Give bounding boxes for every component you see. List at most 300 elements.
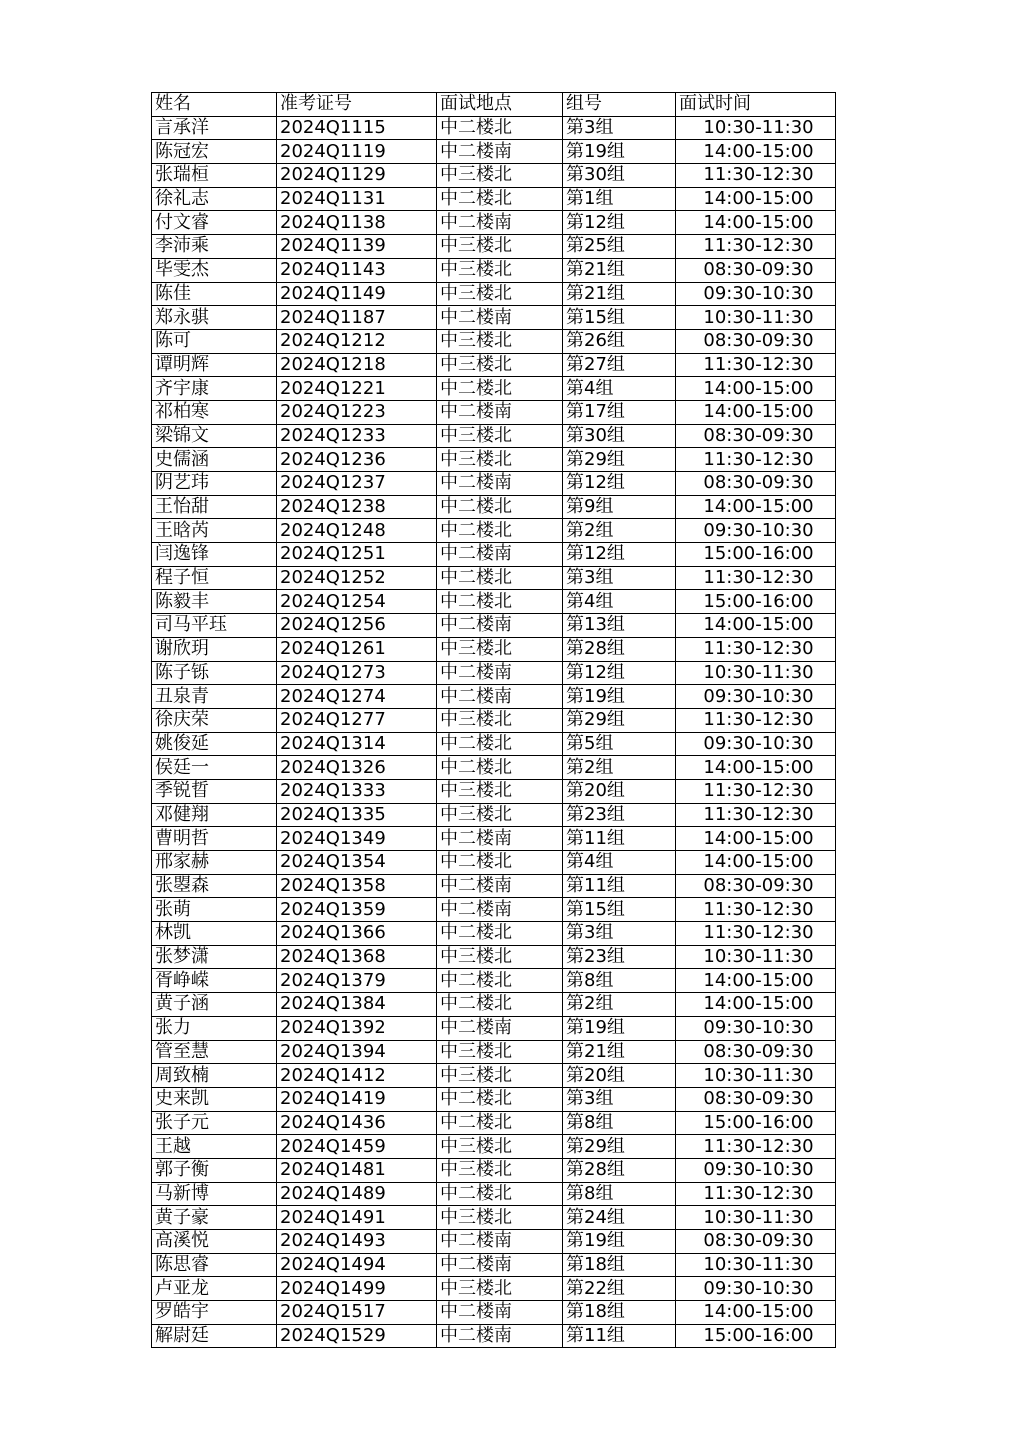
cell-name: 李沛乘 bbox=[152, 235, 277, 259]
cell-group: 第12组 bbox=[563, 661, 676, 685]
table-row bbox=[152, 779, 836, 803]
cell-group: 第4组 bbox=[563, 590, 676, 614]
table-row bbox=[152, 945, 836, 969]
cell-name: 黄子涵 bbox=[152, 993, 277, 1017]
cell-exam-id: 2024Q1261 bbox=[277, 637, 437, 661]
cell-exam-id: 2024Q1274 bbox=[277, 685, 437, 709]
cell-exam-id: 2024Q1529 bbox=[277, 1324, 437, 1348]
cell-exam-id: 2024Q1368 bbox=[277, 945, 437, 969]
cell-location: 中二楼南 bbox=[437, 614, 563, 638]
cell-location: 中三楼北 bbox=[437, 1040, 563, 1064]
cell-location: 中二楼南 bbox=[437, 306, 563, 330]
cell-time: 09:30-10:30 bbox=[676, 685, 836, 709]
cell-name: 徐庆荣 bbox=[152, 708, 277, 732]
cell-group: 第18组 bbox=[563, 1301, 676, 1325]
cell-location: 中三楼北 bbox=[437, 164, 563, 188]
cell-group: 第11组 bbox=[563, 827, 676, 851]
cell-location: 中二楼北 bbox=[437, 1182, 563, 1206]
table-row bbox=[152, 424, 836, 448]
cell-name: 司马平珏 bbox=[152, 614, 277, 638]
table-row bbox=[152, 851, 836, 875]
table-row bbox=[152, 519, 836, 543]
cell-exam-id: 2024Q1223 bbox=[277, 400, 437, 424]
table-row bbox=[152, 1230, 836, 1254]
cell-name: 史儒涵 bbox=[152, 448, 277, 472]
cell-group: 第27组 bbox=[563, 353, 676, 377]
cell-group: 第24组 bbox=[563, 1206, 676, 1230]
cell-time: 10:30-11:30 bbox=[676, 1206, 836, 1230]
table-row bbox=[152, 211, 836, 235]
cell-group: 第2组 bbox=[563, 519, 676, 543]
table-row bbox=[152, 187, 836, 211]
cell-location: 中二楼北 bbox=[437, 590, 563, 614]
cell-group: 第9组 bbox=[563, 495, 676, 519]
table-row bbox=[152, 898, 836, 922]
header-location: 面试地点 bbox=[437, 93, 563, 117]
cell-group: 第19组 bbox=[563, 140, 676, 164]
table-header-row bbox=[152, 93, 836, 117]
cell-time: 08:30-09:30 bbox=[676, 258, 836, 282]
cell-time: 08:30-09:30 bbox=[676, 1230, 836, 1254]
cell-name: 张萌 bbox=[152, 898, 277, 922]
cell-name: 张力 bbox=[152, 1016, 277, 1040]
cell-exam-id: 2024Q1238 bbox=[277, 495, 437, 519]
cell-time: 14:00-15:00 bbox=[676, 187, 836, 211]
cell-name: 高溪悦 bbox=[152, 1230, 277, 1254]
cell-time: 08:30-09:30 bbox=[676, 874, 836, 898]
cell-exam-id: 2024Q1379 bbox=[277, 969, 437, 993]
cell-name: 毕雯杰 bbox=[152, 258, 277, 282]
cell-exam-id: 2024Q1139 bbox=[277, 235, 437, 259]
cell-location: 中二楼北 bbox=[437, 1087, 563, 1111]
cell-exam-id: 2024Q1335 bbox=[277, 803, 437, 827]
cell-time: 08:30-09:30 bbox=[676, 424, 836, 448]
cell-location: 中二楼南 bbox=[437, 1016, 563, 1040]
table-row bbox=[152, 329, 836, 353]
cell-group: 第23组 bbox=[563, 945, 676, 969]
table-row bbox=[152, 306, 836, 330]
cell-exam-id: 2024Q1366 bbox=[277, 922, 437, 946]
cell-time: 14:00-15:00 bbox=[676, 969, 836, 993]
table-row bbox=[152, 495, 836, 519]
cell-time: 11:30-12:30 bbox=[676, 566, 836, 590]
cell-group: 第3组 bbox=[563, 922, 676, 946]
cell-exam-id: 2024Q1419 bbox=[277, 1087, 437, 1111]
cell-location: 中三楼北 bbox=[437, 1277, 563, 1301]
cell-exam-id: 2024Q1143 bbox=[277, 258, 437, 282]
header-time: 面试时间 bbox=[676, 93, 836, 117]
cell-exam-id: 2024Q1187 bbox=[277, 306, 437, 330]
cell-location: 中三楼北 bbox=[437, 424, 563, 448]
cell-group: 第28组 bbox=[563, 637, 676, 661]
cell-time: 10:30-11:30 bbox=[676, 306, 836, 330]
cell-exam-id: 2024Q1138 bbox=[277, 211, 437, 235]
cell-name: 王晗芮 bbox=[152, 519, 277, 543]
cell-exam-id: 2024Q1489 bbox=[277, 1182, 437, 1206]
table-row bbox=[152, 1087, 836, 1111]
cell-name: 程子恒 bbox=[152, 566, 277, 590]
cell-name: 解尉廷 bbox=[152, 1324, 277, 1348]
cell-name: 黄子豪 bbox=[152, 1206, 277, 1230]
table-row bbox=[152, 1182, 836, 1206]
table-row bbox=[152, 922, 836, 946]
cell-name: 付文睿 bbox=[152, 211, 277, 235]
cell-name: 陈佳 bbox=[152, 282, 277, 306]
cell-location: 中三楼北 bbox=[437, 353, 563, 377]
table-row bbox=[152, 448, 836, 472]
cell-location: 中三楼北 bbox=[437, 282, 563, 306]
header-name: 姓名 bbox=[152, 93, 277, 117]
cell-group: 第22组 bbox=[563, 1277, 676, 1301]
table-row bbox=[152, 1135, 836, 1159]
table-row bbox=[152, 661, 836, 685]
cell-location: 中二楼南 bbox=[437, 874, 563, 898]
cell-exam-id: 2024Q1221 bbox=[277, 377, 437, 401]
cell-time: 10:30-11:30 bbox=[676, 661, 836, 685]
cell-location: 中二楼北 bbox=[437, 377, 563, 401]
cell-time: 11:30-12:30 bbox=[676, 898, 836, 922]
cell-group: 第11组 bbox=[563, 1324, 676, 1348]
cell-time: 14:00-15:00 bbox=[676, 851, 836, 875]
table-row bbox=[152, 116, 836, 140]
cell-group: 第19组 bbox=[563, 1230, 676, 1254]
cell-name: 丑泉青 bbox=[152, 685, 277, 709]
cell-group: 第2组 bbox=[563, 993, 676, 1017]
cell-time: 14:00-15:00 bbox=[676, 993, 836, 1017]
cell-time: 09:30-10:30 bbox=[676, 1277, 836, 1301]
table-row bbox=[152, 1253, 836, 1277]
cell-name: 谢欣玥 bbox=[152, 637, 277, 661]
cell-group: 第1组 bbox=[563, 187, 676, 211]
cell-name: 邓健翔 bbox=[152, 803, 277, 827]
table-row bbox=[152, 258, 836, 282]
cell-exam-id: 2024Q1254 bbox=[277, 590, 437, 614]
table-row bbox=[152, 140, 836, 164]
cell-exam-id: 2024Q1494 bbox=[277, 1253, 437, 1277]
cell-name: 王怡甜 bbox=[152, 495, 277, 519]
cell-name: 陈思睿 bbox=[152, 1253, 277, 1277]
cell-exam-id: 2024Q1314 bbox=[277, 732, 437, 756]
table-row bbox=[152, 472, 836, 496]
cell-location: 中二楼北 bbox=[437, 566, 563, 590]
cell-time: 14:00-15:00 bbox=[676, 495, 836, 519]
table-row bbox=[152, 377, 836, 401]
table-row bbox=[152, 1016, 836, 1040]
cell-time: 15:00-16:00 bbox=[676, 590, 836, 614]
cell-location: 中二楼南 bbox=[437, 898, 563, 922]
cell-location: 中二楼南 bbox=[437, 685, 563, 709]
cell-location: 中三楼北 bbox=[437, 637, 563, 661]
table-row bbox=[152, 1301, 836, 1325]
cell-exam-id: 2024Q1491 bbox=[277, 1206, 437, 1230]
cell-exam-id: 2024Q1517 bbox=[277, 1301, 437, 1325]
table-row bbox=[152, 1158, 836, 1182]
cell-exam-id: 2024Q1392 bbox=[277, 1016, 437, 1040]
cell-exam-id: 2024Q1326 bbox=[277, 756, 437, 780]
table-row bbox=[152, 685, 836, 709]
cell-name: 祁柏寒 bbox=[152, 400, 277, 424]
cell-time: 11:30-12:30 bbox=[676, 922, 836, 946]
cell-name: 闫逸锋 bbox=[152, 543, 277, 567]
cell-location: 中二楼南 bbox=[437, 1253, 563, 1277]
cell-location: 中二楼南 bbox=[437, 1324, 563, 1348]
cell-exam-id: 2024Q1277 bbox=[277, 708, 437, 732]
table-row bbox=[152, 1277, 836, 1301]
cell-exam-id: 2024Q1149 bbox=[277, 282, 437, 306]
header-group: 组号 bbox=[563, 93, 676, 117]
table-row bbox=[152, 803, 836, 827]
cell-exam-id: 2024Q1212 bbox=[277, 329, 437, 353]
cell-group: 第12组 bbox=[563, 211, 676, 235]
cell-location: 中二楼南 bbox=[437, 1301, 563, 1325]
cell-group: 第17组 bbox=[563, 400, 676, 424]
cell-location: 中三楼北 bbox=[437, 235, 563, 259]
cell-location: 中三楼北 bbox=[437, 803, 563, 827]
table-row bbox=[152, 1064, 836, 1088]
table-row bbox=[152, 543, 836, 567]
cell-exam-id: 2024Q1333 bbox=[277, 779, 437, 803]
cell-exam-id: 2024Q1481 bbox=[277, 1158, 437, 1182]
cell-group: 第28组 bbox=[563, 1158, 676, 1182]
cell-name: 陈冠宏 bbox=[152, 140, 277, 164]
cell-exam-id: 2024Q1129 bbox=[277, 164, 437, 188]
cell-group: 第21组 bbox=[563, 258, 676, 282]
cell-time: 14:00-15:00 bbox=[676, 756, 836, 780]
cell-group: 第13组 bbox=[563, 614, 676, 638]
cell-time: 14:00-15:00 bbox=[676, 140, 836, 164]
table-row bbox=[152, 756, 836, 780]
header-exam-id: 准考证号 bbox=[277, 93, 437, 117]
cell-name: 张梦潇 bbox=[152, 945, 277, 969]
cell-time: 11:30-12:30 bbox=[676, 353, 836, 377]
cell-location: 中二楼北 bbox=[437, 519, 563, 543]
cell-location: 中二楼南 bbox=[437, 661, 563, 685]
cell-location: 中二楼北 bbox=[437, 969, 563, 993]
cell-exam-id: 2024Q1256 bbox=[277, 614, 437, 638]
cell-location: 中二楼北 bbox=[437, 922, 563, 946]
cell-group: 第8组 bbox=[563, 1111, 676, 1135]
cell-group: 第12组 bbox=[563, 472, 676, 496]
cell-location: 中二楼南 bbox=[437, 827, 563, 851]
cell-group: 第4组 bbox=[563, 377, 676, 401]
cell-location: 中二楼南 bbox=[437, 400, 563, 424]
cell-name: 曹明哲 bbox=[152, 827, 277, 851]
cell-time: 10:30-11:30 bbox=[676, 116, 836, 140]
cell-name: 王越 bbox=[152, 1135, 277, 1159]
cell-name: 管至慧 bbox=[152, 1040, 277, 1064]
cell-location: 中二楼北 bbox=[437, 993, 563, 1017]
cell-name: 郭子衡 bbox=[152, 1158, 277, 1182]
cell-name: 郑永骐 bbox=[152, 306, 277, 330]
table-row bbox=[152, 827, 836, 851]
cell-time: 14:00-15:00 bbox=[676, 827, 836, 851]
cell-location: 中二楼北 bbox=[437, 187, 563, 211]
cell-time: 15:00-16:00 bbox=[676, 543, 836, 567]
table-row bbox=[152, 353, 836, 377]
cell-name: 徐礼志 bbox=[152, 187, 277, 211]
cell-location: 中二楼北 bbox=[437, 116, 563, 140]
cell-location: 中二楼南 bbox=[437, 1230, 563, 1254]
cell-name: 卢亚龙 bbox=[152, 1277, 277, 1301]
cell-group: 第19组 bbox=[563, 685, 676, 709]
cell-exam-id: 2024Q1384 bbox=[277, 993, 437, 1017]
cell-group: 第12组 bbox=[563, 543, 676, 567]
cell-name: 胥峥嵘 bbox=[152, 969, 277, 993]
cell-location: 中三楼北 bbox=[437, 258, 563, 282]
cell-location: 中三楼北 bbox=[437, 945, 563, 969]
cell-name: 侯廷一 bbox=[152, 756, 277, 780]
cell-location: 中三楼北 bbox=[437, 1206, 563, 1230]
table-row bbox=[152, 1111, 836, 1135]
table-row bbox=[152, 566, 836, 590]
cell-exam-id: 2024Q1236 bbox=[277, 448, 437, 472]
cell-group: 第5组 bbox=[563, 732, 676, 756]
table-row bbox=[152, 235, 836, 259]
table-row bbox=[152, 282, 836, 306]
cell-group: 第18组 bbox=[563, 1253, 676, 1277]
table-body bbox=[152, 116, 836, 1348]
cell-exam-id: 2024Q1251 bbox=[277, 543, 437, 567]
cell-exam-id: 2024Q1252 bbox=[277, 566, 437, 590]
cell-name: 周致楠 bbox=[152, 1064, 277, 1088]
cell-name: 马新博 bbox=[152, 1182, 277, 1206]
cell-name: 言承洋 bbox=[152, 116, 277, 140]
table-row bbox=[152, 993, 836, 1017]
cell-time: 15:00-16:00 bbox=[676, 1111, 836, 1135]
cell-exam-id: 2024Q1394 bbox=[277, 1040, 437, 1064]
cell-location: 中二楼北 bbox=[437, 756, 563, 780]
cell-name: 张瑞桓 bbox=[152, 164, 277, 188]
cell-exam-id: 2024Q1273 bbox=[277, 661, 437, 685]
cell-name: 季锐晢 bbox=[152, 779, 277, 803]
cell-time: 15:00-16:00 bbox=[676, 1324, 836, 1348]
cell-time: 11:30-12:30 bbox=[676, 164, 836, 188]
cell-exam-id: 2024Q1358 bbox=[277, 874, 437, 898]
cell-name: 史来凯 bbox=[152, 1087, 277, 1111]
cell-exam-id: 2024Q1115 bbox=[277, 116, 437, 140]
cell-exam-id: 2024Q1131 bbox=[277, 187, 437, 211]
cell-exam-id: 2024Q1412 bbox=[277, 1064, 437, 1088]
cell-name: 陈可 bbox=[152, 329, 277, 353]
cell-location: 中三楼北 bbox=[437, 1135, 563, 1159]
cell-time: 08:30-09:30 bbox=[676, 1087, 836, 1111]
table-row bbox=[152, 614, 836, 638]
table-row bbox=[152, 637, 836, 661]
cell-group: 第29组 bbox=[563, 708, 676, 732]
table-row bbox=[152, 732, 836, 756]
cell-location: 中二楼北 bbox=[437, 732, 563, 756]
cell-name: 姚俊延 bbox=[152, 732, 277, 756]
cell-time: 14:00-15:00 bbox=[676, 400, 836, 424]
cell-time: 11:30-12:30 bbox=[676, 448, 836, 472]
cell-group: 第25组 bbox=[563, 235, 676, 259]
cell-group: 第4组 bbox=[563, 851, 676, 875]
cell-location: 中三楼北 bbox=[437, 1158, 563, 1182]
cell-time: 11:30-12:30 bbox=[676, 1182, 836, 1206]
cell-time: 14:00-15:00 bbox=[676, 377, 836, 401]
cell-name: 张曌森 bbox=[152, 874, 277, 898]
cell-location: 中二楼南 bbox=[437, 211, 563, 235]
cell-time: 11:30-12:30 bbox=[676, 1135, 836, 1159]
cell-exam-id: 2024Q1248 bbox=[277, 519, 437, 543]
cell-time: 14:00-15:00 bbox=[676, 211, 836, 235]
cell-time: 08:30-09:30 bbox=[676, 472, 836, 496]
cell-exam-id: 2024Q1237 bbox=[277, 472, 437, 496]
cell-location: 中三楼北 bbox=[437, 779, 563, 803]
cell-time: 08:30-09:30 bbox=[676, 1040, 836, 1064]
cell-location: 中二楼北 bbox=[437, 495, 563, 519]
cell-group: 第3组 bbox=[563, 1087, 676, 1111]
cell-location: 中二楼北 bbox=[437, 1111, 563, 1135]
cell-location: 中三楼北 bbox=[437, 448, 563, 472]
cell-time: 09:30-10:30 bbox=[676, 732, 836, 756]
table-row bbox=[152, 708, 836, 732]
cell-group: 第3组 bbox=[563, 116, 676, 140]
cell-exam-id: 2024Q1493 bbox=[277, 1230, 437, 1254]
cell-exam-id: 2024Q1459 bbox=[277, 1135, 437, 1159]
cell-location: 中二楼北 bbox=[437, 851, 563, 875]
cell-location: 中三楼北 bbox=[437, 708, 563, 732]
interview-roster-sheet bbox=[151, 92, 835, 1348]
cell-time: 10:30-11:30 bbox=[676, 1064, 836, 1088]
cell-name: 齐宇康 bbox=[152, 377, 277, 401]
cell-exam-id: 2024Q1499 bbox=[277, 1277, 437, 1301]
cell-location: 中二楼南 bbox=[437, 140, 563, 164]
cell-group: 第20组 bbox=[563, 1064, 676, 1088]
table-row bbox=[152, 874, 836, 898]
cell-exam-id: 2024Q1436 bbox=[277, 1111, 437, 1135]
cell-time: 09:30-10:30 bbox=[676, 282, 836, 306]
cell-group: 第15组 bbox=[563, 898, 676, 922]
cell-time: 10:30-11:30 bbox=[676, 1253, 836, 1277]
cell-name: 陈毅丰 bbox=[152, 590, 277, 614]
cell-location: 中二楼南 bbox=[437, 543, 563, 567]
interview-roster-table bbox=[151, 92, 836, 1348]
cell-time: 09:30-10:30 bbox=[676, 1158, 836, 1182]
cell-time: 14:00-15:00 bbox=[676, 1301, 836, 1325]
table-row bbox=[152, 164, 836, 188]
cell-time: 11:30-12:30 bbox=[676, 708, 836, 732]
cell-exam-id: 2024Q1359 bbox=[277, 898, 437, 922]
cell-group: 第3组 bbox=[563, 566, 676, 590]
table-row bbox=[152, 1040, 836, 1064]
cell-time: 08:30-09:30 bbox=[676, 329, 836, 353]
cell-group: 第23组 bbox=[563, 803, 676, 827]
cell-exam-id: 2024Q1354 bbox=[277, 851, 437, 875]
cell-group: 第29组 bbox=[563, 448, 676, 472]
cell-group: 第30组 bbox=[563, 164, 676, 188]
cell-group: 第8组 bbox=[563, 1182, 676, 1206]
cell-name: 阴艺玮 bbox=[152, 472, 277, 496]
cell-time: 11:30-12:30 bbox=[676, 803, 836, 827]
cell-exam-id: 2024Q1119 bbox=[277, 140, 437, 164]
cell-group: 第26组 bbox=[563, 329, 676, 353]
cell-time: 09:30-10:30 bbox=[676, 1016, 836, 1040]
table-row bbox=[152, 1324, 836, 1348]
cell-time: 11:30-12:30 bbox=[676, 235, 836, 259]
table-row bbox=[152, 969, 836, 993]
cell-group: 第8组 bbox=[563, 969, 676, 993]
cell-name: 陈子铄 bbox=[152, 661, 277, 685]
cell-name: 邢家赫 bbox=[152, 851, 277, 875]
cell-name: 罗皓宇 bbox=[152, 1301, 277, 1325]
cell-time: 14:00-15:00 bbox=[676, 614, 836, 638]
cell-group: 第20组 bbox=[563, 779, 676, 803]
cell-time: 10:30-11:30 bbox=[676, 945, 836, 969]
cell-exam-id: 2024Q1218 bbox=[277, 353, 437, 377]
cell-exam-id: 2024Q1233 bbox=[277, 424, 437, 448]
cell-group: 第21组 bbox=[563, 282, 676, 306]
